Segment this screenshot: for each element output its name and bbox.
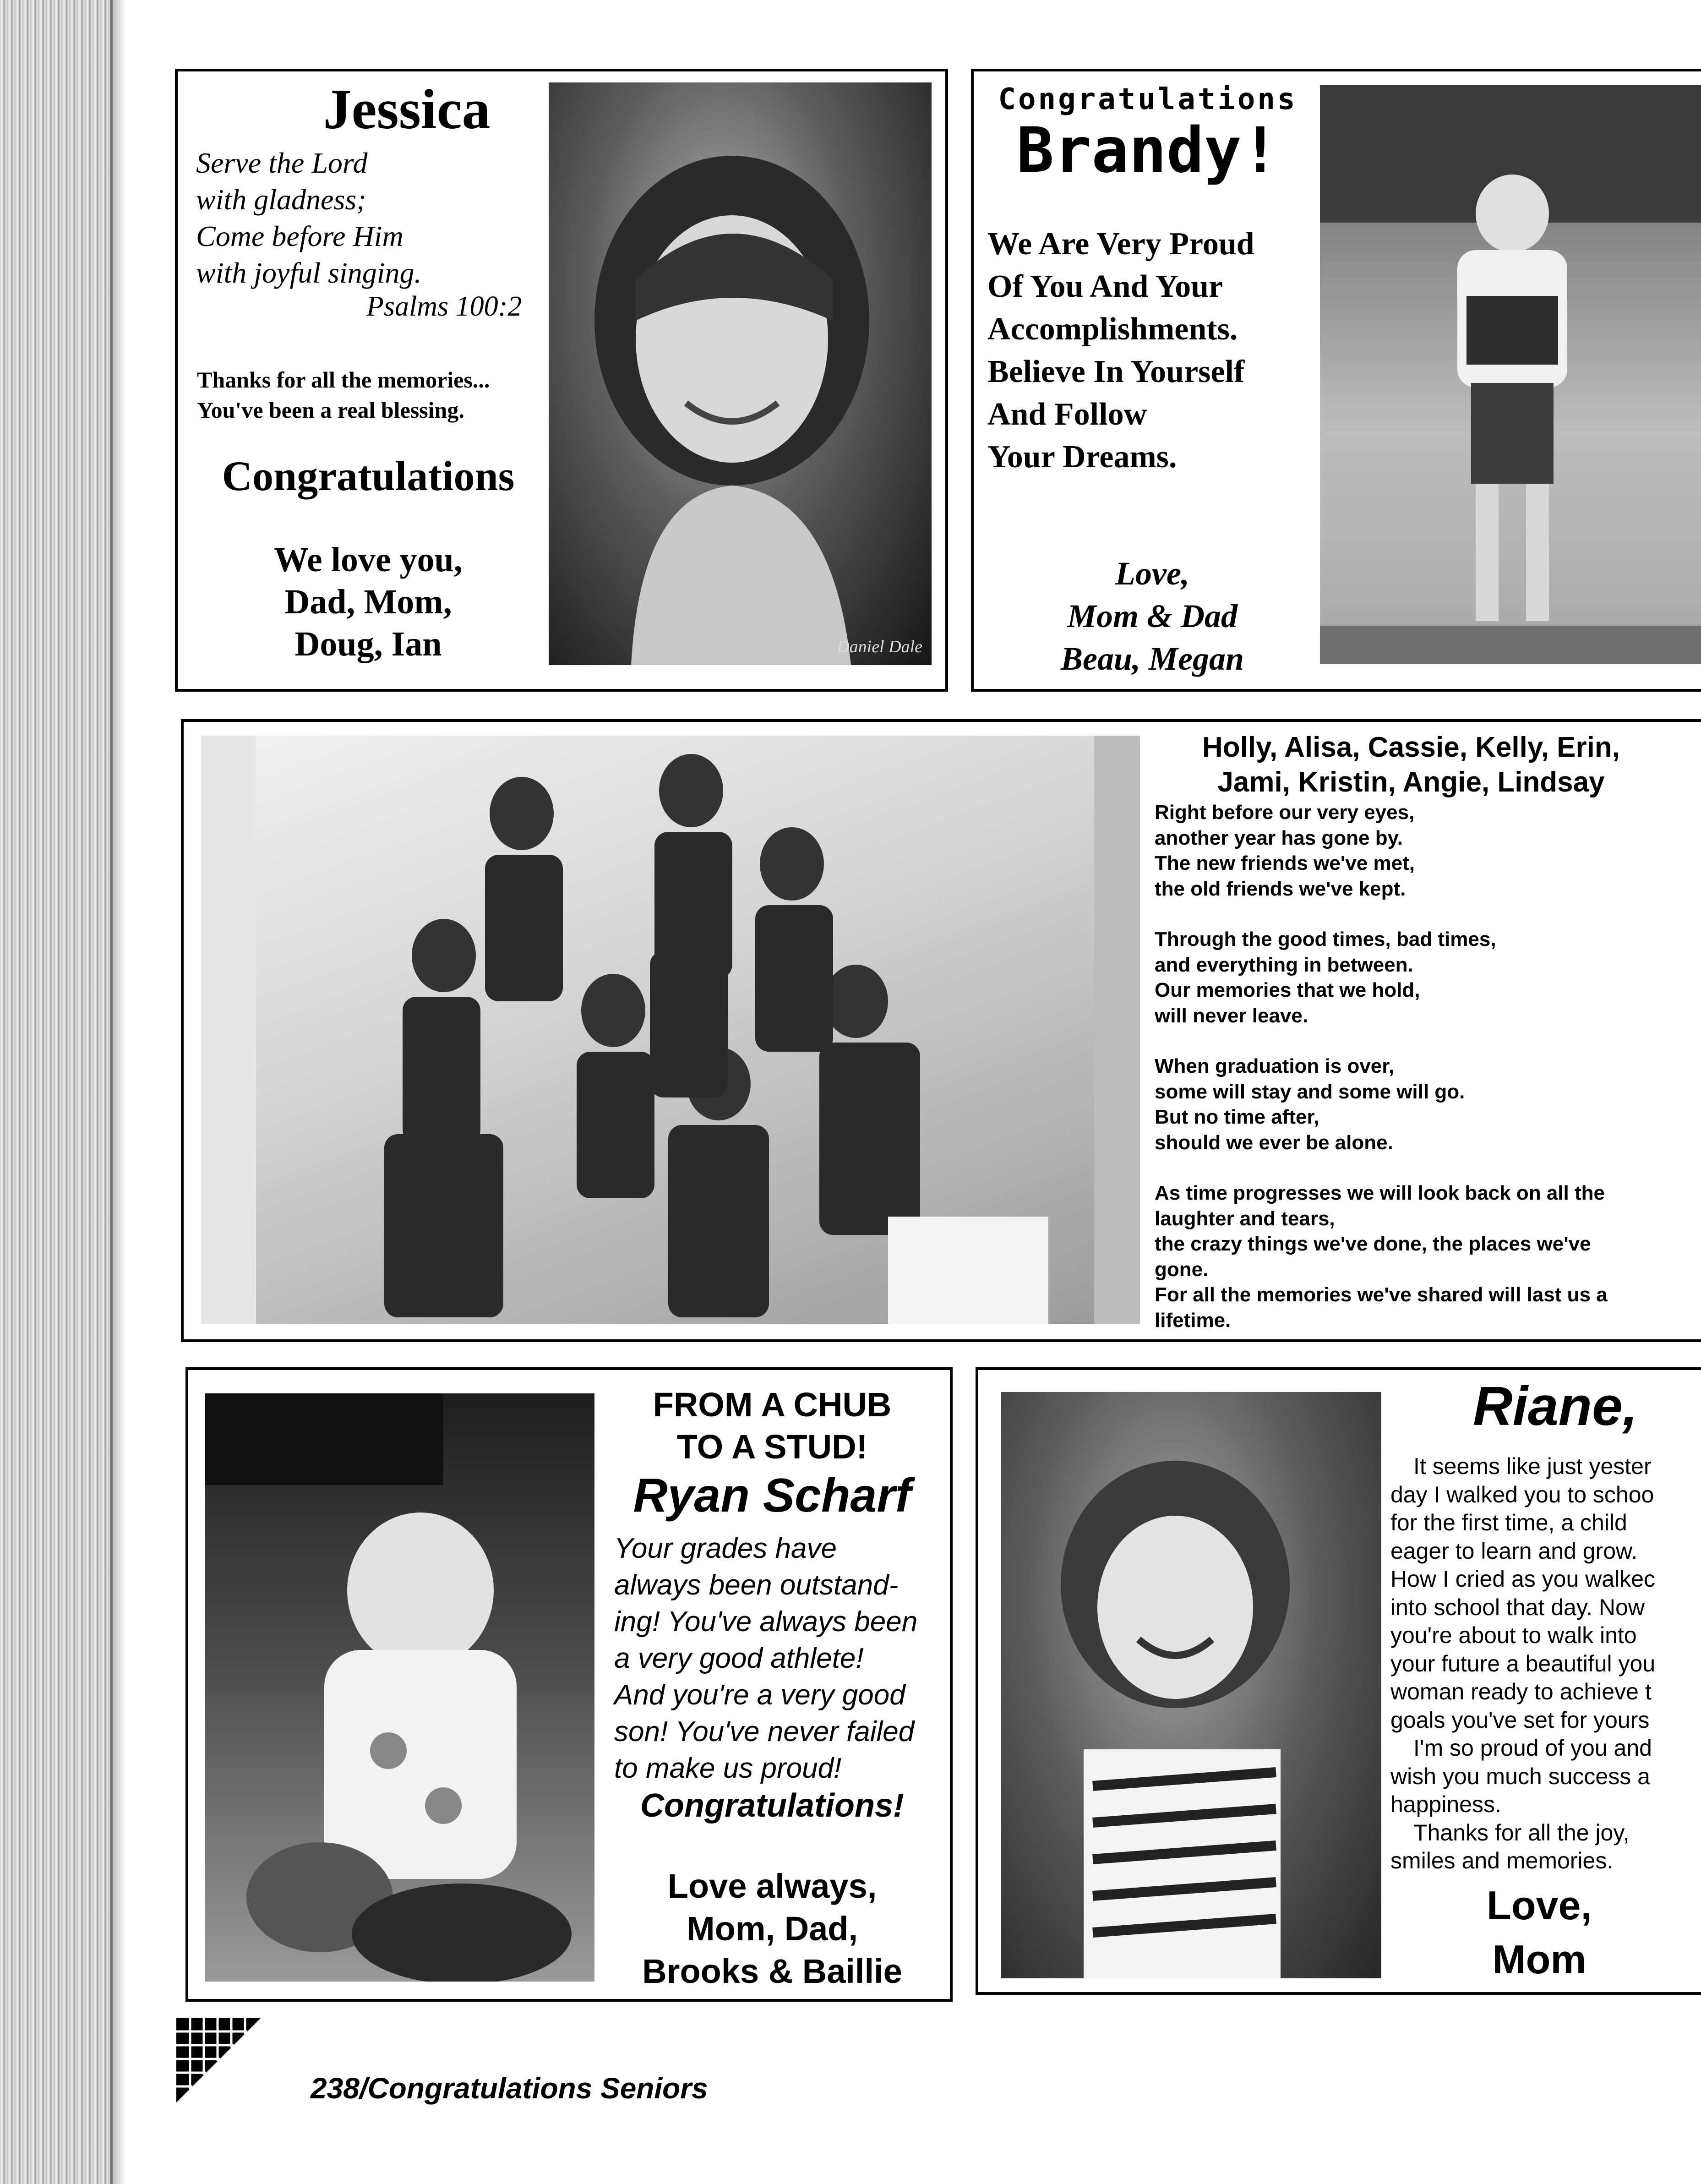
- poem-line: Right before our very eyes,: [1155, 801, 1415, 824]
- names-line: Jami, Kristin, Angie, Lindsay: [1217, 766, 1605, 798]
- brandy-congratulations: Congratulations: [998, 82, 1298, 116]
- riane-ad: [976, 1367, 1701, 1995]
- jessica-congratulations: Congratulations: [222, 453, 515, 499]
- poem-line: the crazy things we've done, the places we've: [1155, 1233, 1591, 1255]
- verse-line: with joyful singing.: [196, 257, 422, 289]
- poem-line: When graduation is over,: [1155, 1055, 1395, 1077]
- brandy-ad: [971, 69, 1701, 692]
- jessica-signoff: [178, 539, 559, 665]
- ryan-name: Ryan Scharf: [633, 1469, 911, 1522]
- baby-illustration: [205, 1393, 594, 1982]
- poem-line: But no time after,: [1155, 1106, 1319, 1128]
- message-line: It seems like just yester: [1413, 1453, 1652, 1479]
- verse-line: with gladness;: [196, 183, 366, 216]
- message-line: smiles and memories.: [1390, 1848, 1614, 1873]
- poem-line: will never leave.: [1155, 1004, 1308, 1027]
- message-line: to make us proud!: [614, 1753, 842, 1784]
- message-line: your future a beautiful you: [1390, 1650, 1656, 1676]
- message-line: And you're a very good: [614, 1679, 905, 1711]
- poem-line: some will stay and some will go.: [1155, 1080, 1465, 1103]
- names-line: Holly, Alisa, Cassie, Kelly, Erin,: [1202, 732, 1620, 763]
- message-line: wish you much success a: [1390, 1763, 1650, 1789]
- thanks-line: You've been a real blessing.: [197, 397, 464, 423]
- signoff-line: We love you,: [274, 541, 463, 579]
- ryan-ad: [185, 1367, 953, 2002]
- ryan-baby-photo: [205, 1393, 594, 1982]
- message-line: ing! You've always been: [614, 1606, 918, 1638]
- jessica-name: Jessica: [323, 78, 491, 141]
- poem-line: lifetime.: [1155, 1309, 1231, 1332]
- page-footer-caption: 238/Congratulations Seniors: [311, 2072, 708, 2105]
- poem-line: Through the good times, bad times,: [1155, 928, 1496, 950]
- message-line: always been outstand-: [614, 1569, 899, 1601]
- headline-line: FROM A CHUB: [653, 1386, 892, 1424]
- signoff-line: Mom: [1492, 1937, 1587, 1982]
- headline-line: TO A STUD!: [676, 1428, 868, 1466]
- message-line: a very good athlete!: [614, 1643, 864, 1674]
- ryan-headline: [605, 1384, 939, 1468]
- message-line: day I walked you to schoo: [1390, 1481, 1654, 1507]
- jessica-ad: [175, 69, 948, 692]
- group-illustration: [201, 736, 1140, 1324]
- message-line: you're about to walk into: [1390, 1622, 1637, 1648]
- group-photo: [201, 736, 1140, 1324]
- message-line: for the first time, a child: [1390, 1510, 1627, 1535]
- message-line: How I cried as you walkec: [1390, 1566, 1656, 1592]
- message-line: We Are Very Proud: [987, 226, 1254, 262]
- jessica-verse: [196, 145, 421, 291]
- ryan-congratulations: Congratulations!: [640, 1787, 904, 1824]
- brandy-childhood-photo: [1320, 85, 1701, 664]
- riane-name: Riane,: [1472, 1376, 1638, 1437]
- message-line: Believe In Yourself: [987, 354, 1245, 389]
- group-names: [1155, 730, 1668, 800]
- riane-childhood-photo: [1001, 1392, 1381, 1978]
- girl-illustration: [1001, 1392, 1381, 1978]
- message-line: Your Dreams.: [987, 439, 1177, 475]
- message-line: Of You And Your: [987, 269, 1223, 304]
- photo-credit-signature: Daniel Dale: [837, 637, 922, 656]
- message-line: Your grades have: [614, 1533, 837, 1564]
- brandy-signoff: [974, 552, 1331, 680]
- book-page-edge: [0, 0, 113, 2184]
- message-line: son! You've never failed: [614, 1716, 915, 1747]
- brandy-name: Brandy!: [1016, 115, 1279, 187]
- brandy-message: [987, 223, 1254, 478]
- poem-line: For all the memories we've shared will last us a: [1155, 1283, 1608, 1306]
- stanza-gap: [1155, 1028, 1608, 1054]
- verse-line: Come before Him: [196, 220, 403, 252]
- signoff-line: Love always,: [667, 1867, 877, 1905]
- poem-line: The new friends we've met,: [1155, 852, 1415, 874]
- message-line: And Follow: [987, 397, 1147, 432]
- jessica-thanks: [197, 365, 490, 425]
- signoff-line: Beau, Megan: [1060, 640, 1244, 677]
- signoff-line: Brooks & Baillie: [642, 1952, 902, 1990]
- riane-signoff: [1386, 1878, 1693, 1987]
- jessica-portrait-photo: [549, 82, 932, 665]
- signoff-line: Dad, Mom,: [284, 583, 452, 621]
- jessica-citation: Psalms 100:2: [366, 291, 522, 322]
- message-line: Thanks for all the joy,: [1413, 1819, 1630, 1845]
- verse-line: Serve the Lord: [196, 147, 368, 179]
- signoff-line: Love,: [1487, 1883, 1592, 1928]
- page-gutter-shadow: [113, 0, 126, 2184]
- stanza-gap: [1155, 1155, 1608, 1180]
- signoff-line: Mom & Dad: [1067, 598, 1238, 634]
- poem-line: Our memories that we hold,: [1155, 979, 1420, 1001]
- signoff-line: Doug, Ian: [294, 625, 442, 663]
- message-line: goals you've set for yours: [1390, 1707, 1650, 1733]
- poem-line: the old friends we've kept.: [1155, 877, 1406, 900]
- message-line: eager to learn and grow.: [1390, 1538, 1638, 1564]
- poem-line: As time progresses we will look back on all the: [1155, 1182, 1605, 1204]
- signoff-line: Love,: [1115, 555, 1189, 592]
- message-line: Accomplishments.: [987, 311, 1238, 347]
- portrait-illustration: [549, 82, 932, 665]
- group-friends-ad: [181, 719, 1701, 1342]
- thanks-line: Thanks for all the memories...: [197, 367, 490, 393]
- signoff-line: Mom, Dad,: [686, 1910, 858, 1948]
- poem-line: another year has gone by.: [1155, 826, 1403, 849]
- poem-line: gone.: [1155, 1258, 1209, 1281]
- child-illustration: [1320, 85, 1701, 664]
- poem-line: laughter and tears,: [1155, 1207, 1335, 1230]
- ryan-signoff: [605, 1865, 939, 1993]
- poem-line: and everything in between.: [1155, 953, 1413, 976]
- stanza-gap: [1155, 901, 1608, 927]
- group-poem: [1155, 800, 1608, 1333]
- riane-message: [1390, 1452, 1701, 1875]
- ryan-message: [614, 1530, 917, 1787]
- message-line: into school that day. Now: [1390, 1594, 1645, 1620]
- footer-brick-pattern-icon: [176, 2018, 261, 2102]
- message-line: I'm so proud of you and: [1413, 1735, 1652, 1761]
- message-line: happiness.: [1390, 1791, 1501, 1817]
- message-line: woman ready to achieve t: [1390, 1679, 1652, 1704]
- poem-line: should we ever be alone.: [1155, 1131, 1393, 1154]
